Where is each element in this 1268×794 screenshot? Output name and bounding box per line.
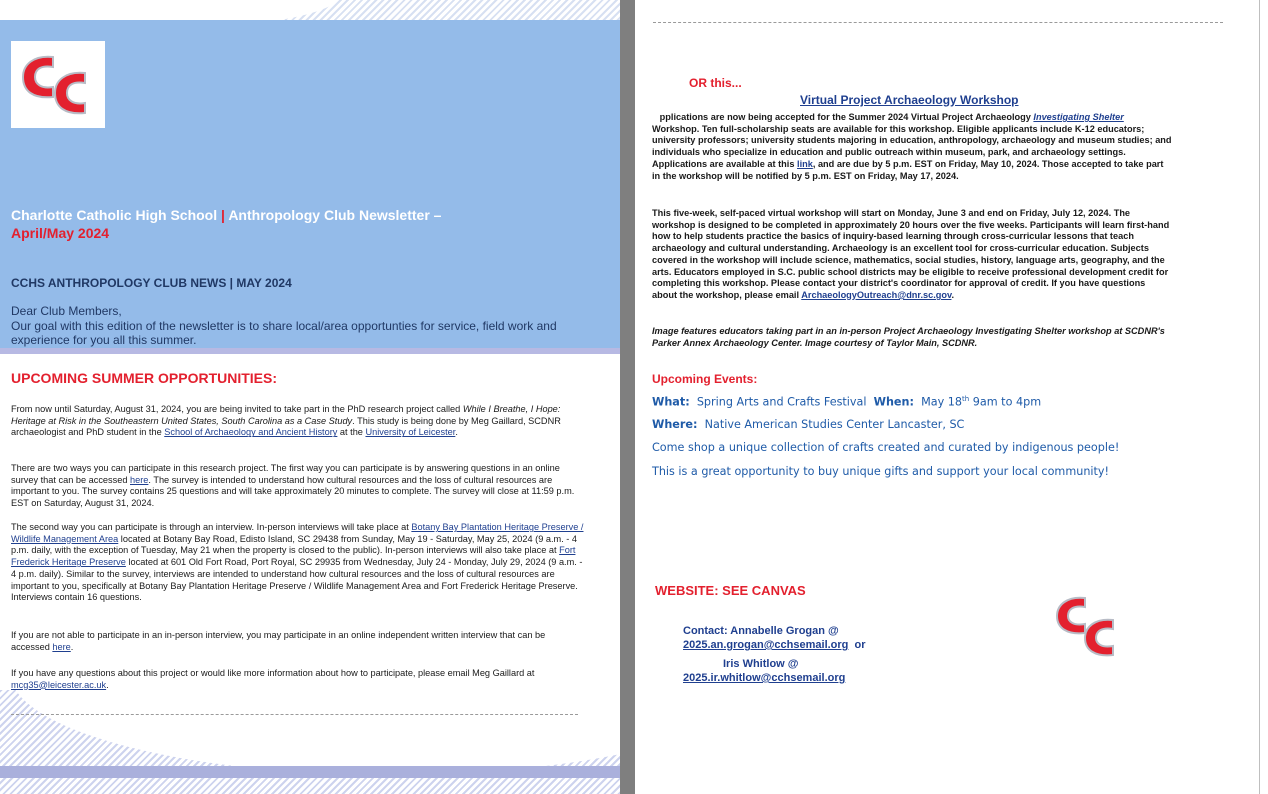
when-date: May 18 <box>921 395 963 409</box>
email-whitlow-link[interactable]: 2025.ir.whitlow@cchsemail.org <box>683 672 846 684</box>
school-logo <box>11 41 105 128</box>
link-botany-bay[interactable]: Botany Bay Plantation Heritage Preserve / Wildlife Management Area <box>11 522 584 544</box>
link-school-archaeology[interactable]: School of Archaeology and Ancient History <box>164 427 338 438</box>
cc-logo-icon <box>11 41 105 128</box>
website-note: WEBSITE: SEE CANVAS <box>655 583 806 598</box>
dashed-divider-top <box>653 22 1223 23</box>
news-heading: CCHS ANTHROPOLOGY CLUB NEWS | MAY 2024 <box>11 276 292 290</box>
when-time: 9am to 4pm <box>969 395 1042 409</box>
title-separator: | <box>221 207 225 223</box>
page-edge <box>1259 0 1260 794</box>
link-email-meg[interactable]: mcg35@leicester.ac.uk <box>11 679 107 690</box>
p4-text-b: . <box>70 641 74 652</box>
p1-text-d: at the <box>337 427 366 438</box>
p3-text-c: located at 601 Old Fort Road, Port Royal, SC 29935 from Wednesday, July 24 - Monday, July 29, 2024 (9 a.m. - 4 p.m. daily). Similar to the survey, interviews are intended to understand how cultural resources and the loss of cultural resources are important to you, specifically at Botany Bay Plantation Heritage Preserve / Wildlife Management Area and Fort Frederick Heritage Preserve. Interviews contain 16 questions. <box>11 557 583 603</box>
paragraph-interviews <box>11 522 586 604</box>
where-label: Where: <box>652 418 698 431</box>
w2-text-a: This five-week, self-paced virtual workshop will start on Monday, June 3 and end on Friday, July 12, 2024. The workshop is designed to be completed in approximately 20 hours over the five weeks. Participants will learn first-hand how to help students practice the basics of inquiry-based learning through cross-curricular lessons that teach archaeology and cultural understanding. Archaeology is an excellent tool for cross-curricular education. Subjects covered in the workshop will include science, mathematics, social studies, history, language arts, geography, and the arts. Educators employed in S.C. public school districts may be eligible to receive professional development credit for completing this workshop. Please contact your district's coordinator for approval of credit. If you have questions about the workshop, please email <box>652 208 1170 300</box>
image-caption: Image features educators taking part in an in-person Project Archaeology Investigating Shelter workshop at SCDNR's Parker Annex Archaeology Center. Image courtesy of Taylor Main, SCDNR. <box>652 326 1165 348</box>
paragraph-workshop-details <box>652 208 1172 302</box>
when-label: When: <box>873 395 914 409</box>
event-what-when <box>652 395 1041 409</box>
footer-band <box>0 766 620 778</box>
or-word: or <box>854 639 866 651</box>
events-heading: Upcoming Events: <box>652 372 758 386</box>
footer-decoration <box>0 690 620 794</box>
title-school: Charlotte Catholic High School <box>11 207 218 223</box>
link-outreach-email[interactable]: ArchaeologyOutreach@dnr.sc.gov <box>801 289 952 300</box>
or-this-label: OR this... <box>689 76 742 90</box>
contact-label: Contact: Annabelle Grogan @ <box>683 625 839 637</box>
p2-text-a: There are two ways you can participate in this research project. The first way you can participate is by answering questions in an online survey that can be accessed <box>11 463 560 485</box>
paragraph-workshop-applications <box>652 112 1172 182</box>
p1-text-e: . <box>455 427 458 438</box>
link-interview-here[interactable]: here <box>52 641 71 652</box>
school-logo-small <box>1051 594 1127 662</box>
link-survey-here[interactable]: here <box>130 474 149 485</box>
contact-block <box>683 624 903 685</box>
what-label: What: <box>652 395 690 409</box>
link-university-leicester[interactable]: University of Leicester <box>365 427 456 438</box>
contact-second: Iris Whitlow @ <box>723 658 799 670</box>
dashed-divider <box>11 714 578 715</box>
w1-text-b: Workshop. Ten full-scholarship seats are available for this workshop. Eligible applicants include K-12 educators; university professors; university students majoring in education, anthropology, archaeology and museum studies; and individuals who specialize in education and public outreach within museum, park, and archaeology settings. Applications are available at this <box>652 123 1172 169</box>
where-value: Native American Studies Center Lancaster, SC <box>704 418 965 431</box>
w1-text-a: pplications are now being accepted for the Summer 2024 Virtual Project Archaeology <box>659 112 1034 122</box>
cc-logo-icon-small <box>1051 594 1127 662</box>
p1-text-a: From now until Saturday, August 31, 2024, you are being invited to take part in the PhD research project called <box>11 404 463 414</box>
contact-email-line-2 <box>683 671 903 685</box>
p1-project-title: While I Breathe, I Hope: Heritage at Risk in the Southeastern United States, South Carolina as a Case Study <box>11 404 561 426</box>
workshop-title: Virtual Project Archaeology Workshop <box>800 93 1019 107</box>
intro-text: Our goal with this edition of the newsletter is to share local/area opportunties for service, field work and experience for you all this summer. <box>11 318 557 347</box>
w1-text-c: , and are due by 5 p.m. EST on Friday, May 10, 2024. Those accepted to take part in the workshop will be notified by 5 p.m. EST on Friday, May 17, 2024. <box>652 158 1164 181</box>
what-value: Spring Arts and Crafts Festival <box>696 395 867 409</box>
paragraph-survey <box>11 463 586 510</box>
p4-text-a: If you are not able to participate in an in-person interview, you may participate in an online independent written interview that can be accessed <box>11 630 546 652</box>
event-where <box>652 418 964 431</box>
email-grogan-link[interactable]: 2025.an.grogan@cchsemail.org <box>683 639 849 651</box>
paragraph-phd-project <box>11 404 586 439</box>
contact-email-line <box>683 638 903 652</box>
link-investigating-shelter[interactable]: Investigating Shelter <box>1033 112 1124 122</box>
w2-text-b: . <box>951 289 955 300</box>
p5-text-a: If you have any questions about this project or would like more information about how to participate, please email Meg Gaillard at <box>11 668 535 678</box>
newsletter-page-left <box>0 0 620 794</box>
link-application[interactable]: link <box>797 158 813 169</box>
upcoming-heading: UPCOMING SUMMER OPPORTUNITIES: <box>11 370 278 386</box>
p5-text-b: . <box>106 679 109 690</box>
banner-edge <box>0 348 620 354</box>
p3-text-b: located at Botany Bay Road, Edisto Island, SC 29438 from Sunday, May 19 - Saturday, May 25, 2024 (9 a.m. - 4 p.m. daily, with the exception of Tuesday, May 21 when the property is closed to the public). In-person interviews will also take place at <box>11 533 578 556</box>
p2-text-b: . The survey is intended to understand how cultural resources and the loss of cultural resources are important to you. The survey contains 25 questions and will take approximately 20 minutes to complete. The survey will close at 11:59 p.m. EST on Saturday, August 31, 2024. <box>11 474 575 509</box>
paragraph-online-interview <box>11 630 586 653</box>
intro-block <box>11 304 601 348</box>
link-fort-frederick[interactable]: Fort Frederick Heritage Preserve <box>11 545 576 568</box>
when-suffix: th <box>962 395 970 403</box>
newsletter-title <box>11 207 611 224</box>
event-line-gifts: This is a great opportunity to buy unique gifts and support your local community! <box>652 465 1110 478</box>
paragraph-questions <box>11 668 586 691</box>
event-line-shop: Come shop a unique collection of crafts created and curated by indigenous people! <box>652 441 1120 454</box>
p3-text-a: The second way you can participate is through an interview. In-person interviews will take place at <box>11 522 412 532</box>
p1-text-c: . This study is being done by Meg Gaillard, SCDNR archaeologist and PhD student in the <box>11 415 561 438</box>
greeting: Dear Club Members, <box>11 304 122 318</box>
newsletter-date: April/May 2024 <box>11 225 110 241</box>
title-club: Anthropology Club Newsletter – <box>228 207 442 223</box>
newsletter-page-right <box>635 0 1268 794</box>
page-gutter <box>620 0 635 794</box>
